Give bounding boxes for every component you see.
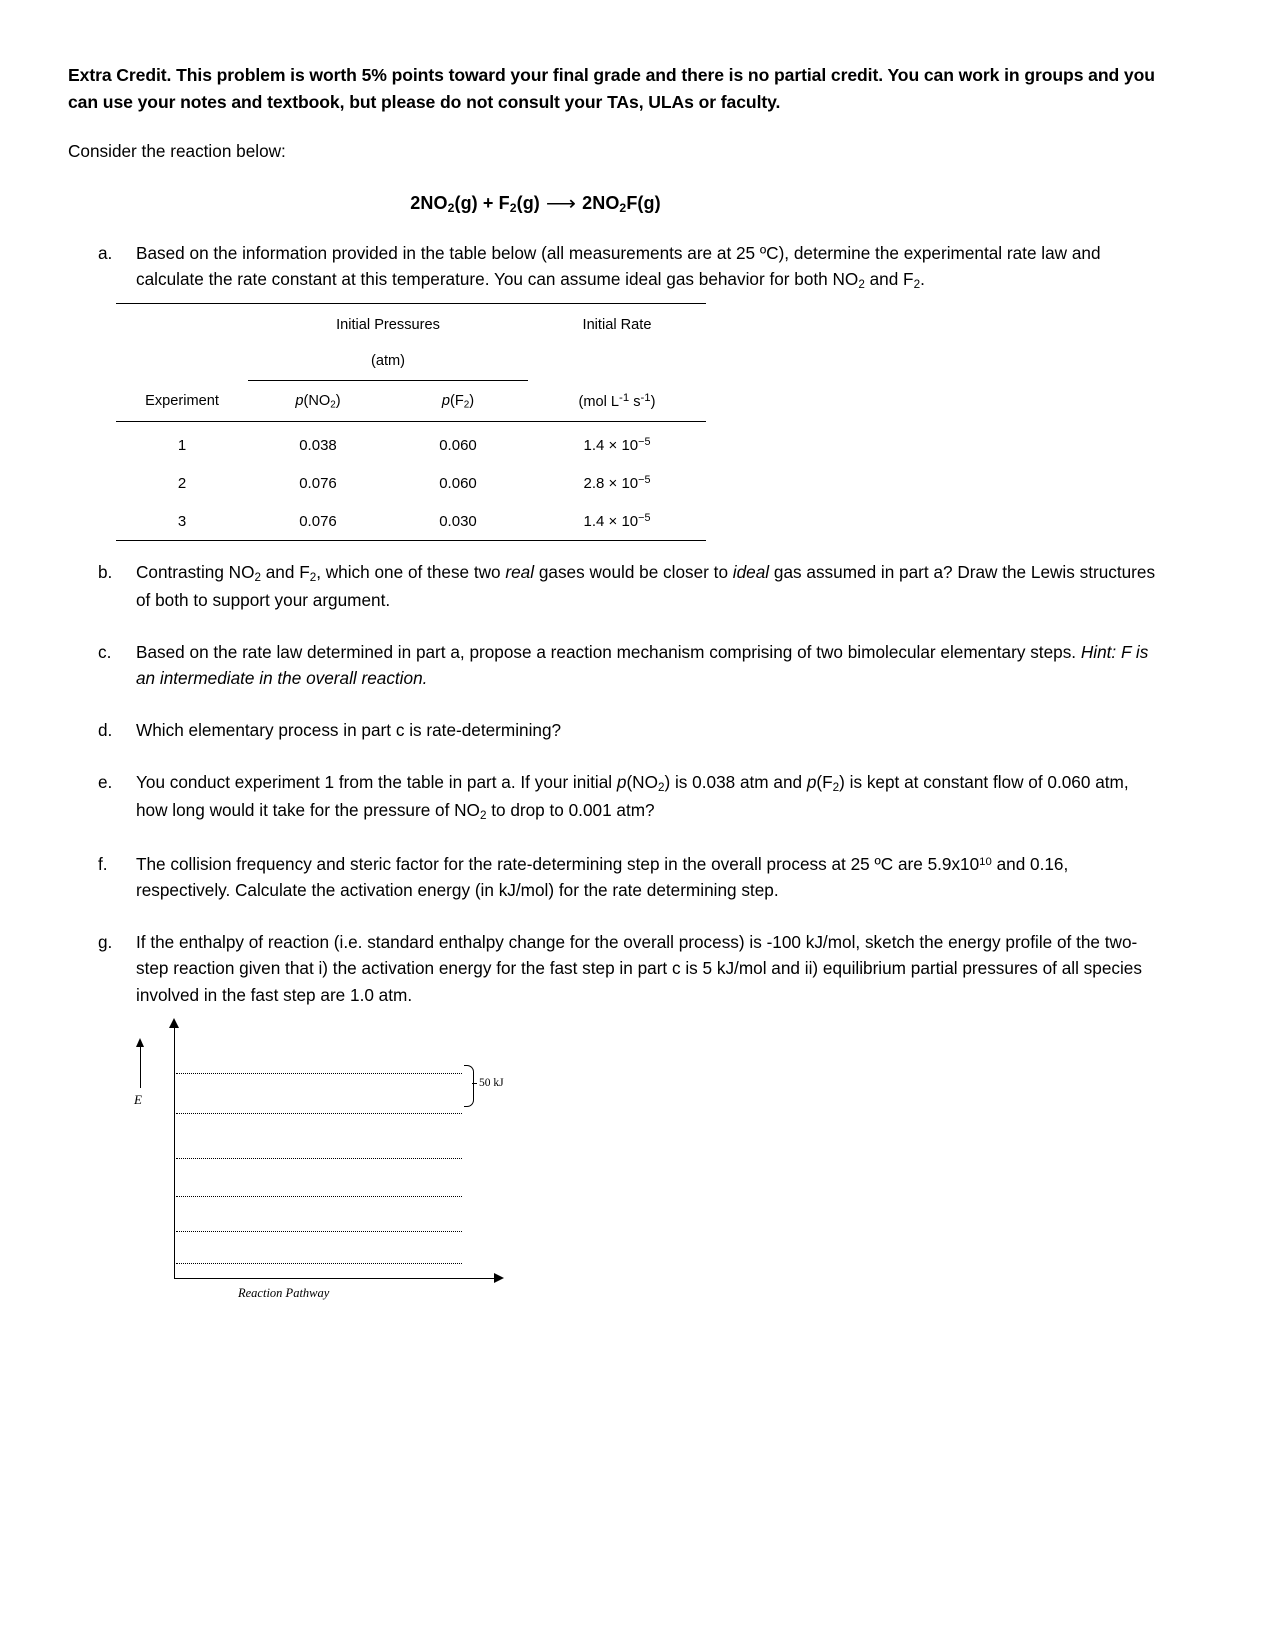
question-b-text-5: gas assumed in part a? Draw the Lewis structures of both to support your argument. — [136, 561, 1156, 610]
kinetics-table-container — [68, 303, 1163, 545]
question-e-p-symbol-2: p — [806, 772, 817, 793]
header-rate-units — [528, 381, 706, 422]
gridline — [176, 1113, 462, 1114]
equation-f2-subscript: 2 — [509, 201, 517, 216]
equation-reactant-no2: 2NO — [410, 193, 448, 214]
cell-p-no2: 0.038 — [299, 436, 337, 454]
energy-profile-diagram — [128, 1018, 548, 1308]
question-d-text: Which elementary process in part c is rate-determining? — [136, 720, 562, 741]
cell-rate-exponent: −5 — [638, 436, 651, 449]
question-e-sub-3: 2 — [479, 809, 487, 823]
gridline — [176, 1158, 462, 1159]
cell-rate-mantissa: 2.8 × 10 — [583, 475, 639, 493]
x-axis-arrowhead-icon — [494, 1273, 504, 1283]
cell-experiment: 2 — [177, 474, 187, 492]
header-p-f2-symbol: p — [441, 392, 450, 409]
question-g-text: If the enthalpy of reaction (i.e. standard enthalpy change for the overall process) is -100 kJ/mol, sketch the energy profile of the two-step reaction given that i) the activation energy for the fast step in part c is 5 kJ/mol and ii) equilibrium partial pressures of all species involved in the fast step are 1.0 atm. — [136, 932, 1142, 1005]
energy-gap-brace-tip-icon — [472, 1083, 477, 1084]
energy-arrow-icon — [140, 1046, 141, 1088]
rate-units-mid: s — [629, 394, 641, 411]
question-b-text-4: gases would be closer to — [534, 561, 733, 582]
cell-p-f2: 0.060 — [439, 474, 477, 492]
equation-product-no2: 2NO — [582, 193, 620, 214]
equation-reactant-state: (g) + F — [454, 193, 510, 214]
question-e-text: You conduct experiment 1 from the table in part a. If your initial — [136, 772, 617, 793]
header-p-no2-rest: (NO — [303, 392, 331, 409]
question-e-p-symbol-1: p — [616, 772, 627, 793]
question-f-exponent: 10 — [979, 855, 992, 868]
reaction-equation — [68, 190, 1163, 215]
header-initial-rate: Initial Rate — [582, 317, 652, 334]
question-c-hint: Hint: F is an intermediate in the overall reaction. — [136, 641, 1149, 689]
cell-p-f2: 0.030 — [439, 512, 477, 530]
rate-units-exp-1: -1 — [619, 392, 630, 405]
question-a-sub-1: 2 — [858, 277, 865, 291]
question-a-sub-2: 2 — [913, 277, 921, 291]
table-row — [116, 502, 706, 540]
header-p-f2 — [388, 381, 528, 422]
gridline — [176, 1073, 462, 1074]
header-p-f2-sub: 2 — [463, 399, 470, 411]
question-e-text-5: ) is kept at constant flow of 0.060 atm, how long would it take for the pressure of NO — [136, 772, 1129, 821]
cell-experiment: 1 — [177, 436, 187, 454]
question-marker-a: a. — [98, 242, 113, 263]
cell-rate — [528, 426, 706, 464]
consider-line: Consider the reaction below: — [68, 140, 286, 161]
question-b-sub-2: 2 — [309, 570, 317, 584]
cell-rate — [528, 464, 706, 502]
cell-rate-mantissa: 1.4 × 10 — [583, 437, 639, 455]
question-marker-d: d. — [98, 720, 113, 741]
energy-gap-label: 50 kJ — [479, 1076, 504, 1089]
cell-rate — [528, 502, 706, 540]
question-item-d — [68, 717, 1163, 743]
kinetics-table — [116, 303, 706, 545]
energy-gap-brace-icon — [464, 1065, 474, 1107]
question-marker-g: g. — [98, 932, 113, 953]
rate-units-suffix: ) — [650, 394, 656, 411]
x-axis-line — [174, 1278, 496, 1279]
question-b-text-3: , which one of these two — [316, 561, 506, 582]
question-b-italic-ideal: ideal — [732, 561, 770, 582]
question-e-text-4: (F — [816, 772, 833, 793]
gridline — [176, 1196, 462, 1197]
question-item-e — [68, 769, 1163, 825]
cell-p-f2: 0.060 — [439, 436, 477, 454]
question-e-text-2: (NO — [626, 772, 658, 793]
equation-product-state: F(g) — [626, 193, 661, 214]
question-item-g — [68, 929, 1163, 1007]
header-initial-pressures: Initial Pressures — [336, 317, 440, 334]
question-item-b — [68, 559, 1163, 613]
question-e-sub-1: 2 — [657, 781, 665, 795]
y-axis-label: E — [134, 1091, 142, 1107]
gridline — [176, 1263, 462, 1264]
question-b-text-2: and F — [260, 561, 310, 582]
question-marker-c: c. — [98, 641, 112, 662]
question-e-sub-2: 2 — [832, 781, 840, 795]
question-f-text: The collision frequency and steric factor for the rate-determining step in the overall process at 25 ºC are 5.9x10 — [136, 853, 980, 874]
intro-paragraph: Extra Credit. This problem is worth 5% points toward your final grade and there is no partial credit. You can work in groups and you can use your notes and textbook, but please do not consult your TAs, ULAs or faculty. — [68, 65, 1155, 113]
question-a-text: Based on the information provided in the table below (all measurements are at 25 ºC), determine the experimental rate law and calculate the rate constant at this temperature. You can assume ideal gas behavior for both NO — [136, 242, 1101, 289]
header-p-f2-tail: ) — [469, 392, 475, 409]
cell-p-no2: 0.076 — [299, 474, 337, 492]
cell-rate-mantissa: 1.4 × 10 — [583, 513, 639, 531]
equation-product-subscript: 2 — [619, 201, 627, 216]
equation-f2-state: (g) — [516, 193, 540, 214]
table-row — [116, 464, 706, 502]
question-c-text: Based on the rate law determined in part a, propose a reaction mechanism comprising of two bimolecular elementary steps. — [136, 641, 1081, 662]
question-item-f — [68, 851, 1163, 903]
cell-rate-exponent: −5 — [638, 512, 651, 525]
question-a-text-2: and F — [864, 268, 914, 289]
table-row — [116, 426, 706, 464]
x-axis-label: Reaction Pathway — [238, 1285, 330, 1300]
header-p-f2-rest: (F — [449, 392, 464, 409]
cell-rate-exponent: −5 — [638, 474, 651, 487]
gridline — [176, 1231, 462, 1232]
reaction-arrow-icon: ⟶ — [545, 192, 577, 216]
rate-units-exp-2: -1 — [640, 392, 651, 405]
header-p-no2-sub: 2 — [330, 399, 336, 411]
question-a-text-3: . — [920, 268, 925, 289]
table-rule-bottom — [116, 540, 706, 545]
cell-p-no2: 0.076 — [299, 512, 337, 530]
question-f-text-2: and 0.16, respectively. Calculate the activation energy (in kJ/mol) for the rate determining step. — [136, 853, 1069, 901]
question-marker-b: b. — [98, 561, 113, 582]
header-pressure-units: (atm) — [248, 342, 528, 381]
y-axis-line — [174, 1026, 175, 1278]
question-marker-f: f. — [98, 853, 108, 874]
question-item-c — [68, 639, 1163, 691]
table-header-group-row — [116, 308, 706, 342]
table-header-columns-row — [116, 381, 706, 422]
header-p-no2-symbol: p — [295, 392, 304, 409]
question-b-sub-1: 2 — [254, 570, 261, 584]
header-p-no2 — [248, 381, 388, 422]
equation-no2-subscript: 2 — [447, 201, 455, 216]
question-b-italic-real: real — [505, 561, 535, 582]
header-p-no2-tail: ) — [335, 392, 341, 409]
question-e-text-6: to drop to 0.001 atm? — [486, 800, 655, 821]
question-b-text: Contrasting NO — [136, 561, 255, 582]
cell-experiment: 3 — [177, 512, 187, 530]
question-list — [68, 240, 1163, 1008]
header-experiment: Experiment — [145, 393, 219, 410]
rate-units-prefix: (mol L — [578, 394, 620, 411]
table-header-units-row — [116, 342, 706, 381]
question-e-text-3: ) is 0.038 atm and — [664, 772, 807, 793]
question-item-a — [68, 240, 1163, 294]
kinetics-table-wrap — [116, 303, 706, 545]
question-marker-e: e. — [98, 772, 113, 793]
